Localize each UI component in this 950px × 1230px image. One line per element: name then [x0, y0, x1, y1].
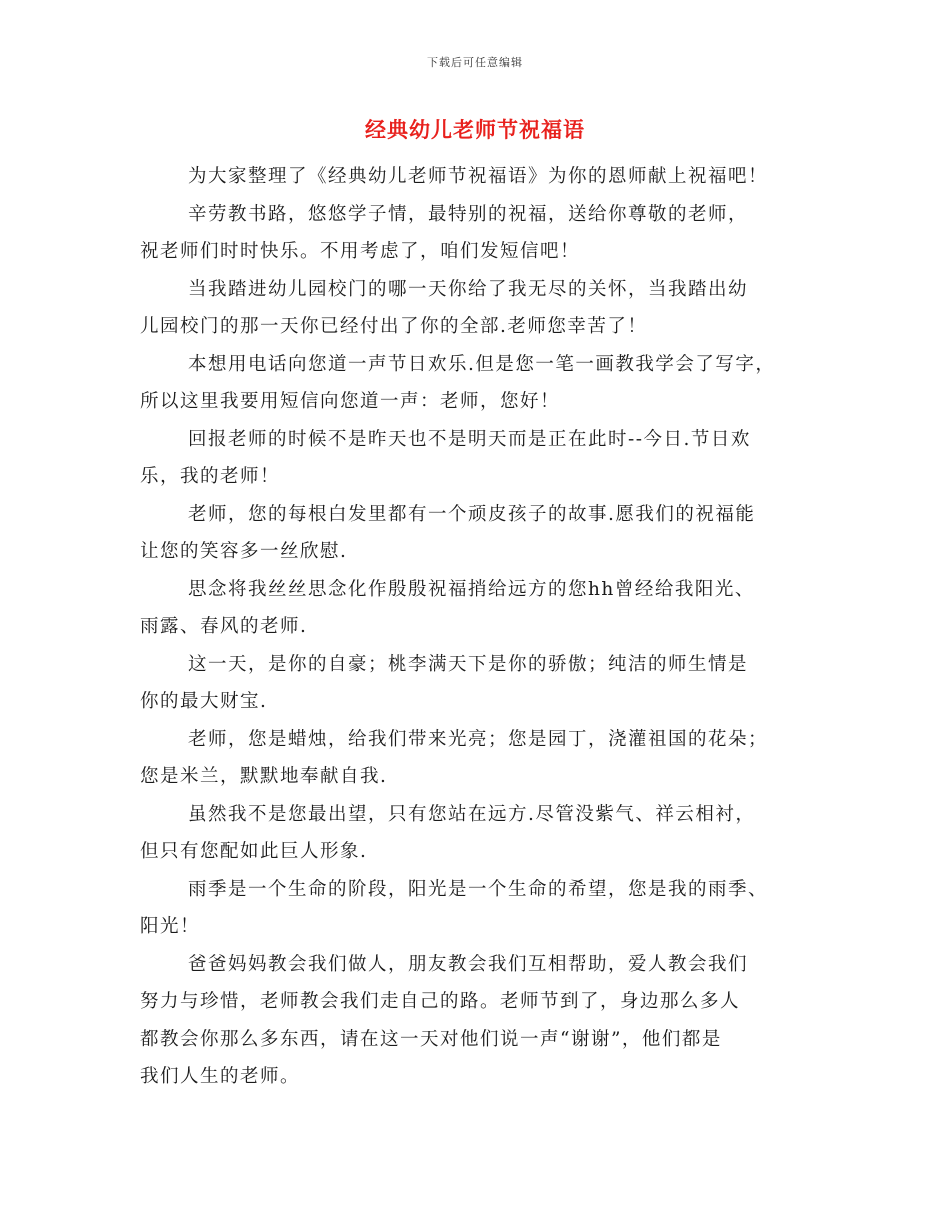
paragraph-line: 祝老师们时时快乐。不用考虑了，咱们发短信吧！	[140, 241, 581, 262]
paragraph-line: 努力与珍惜，老师教会我们走自己的路。老师节到了，身边那么多人	[140, 991, 741, 1012]
paragraph	[140, 346, 830, 421]
paragraph	[140, 271, 830, 346]
paragraph-line: 雨季是一个生命的阶段，阳光是一个生命的希望，您是我的雨季、	[188, 878, 769, 900]
paragraph-line: 让您的笑容多一丝欣慰.	[140, 541, 348, 562]
paragraph-line: 思念将我丝丝思念化作殷殷祝福捎给远方的您hh曾经给我阳光、	[188, 578, 755, 600]
paragraph-line: 辛劳教书路，悠悠学子情，最特别的祝福，送给你尊敬的老师，	[188, 203, 749, 225]
paragraph-line: 雨露、春风的老师.	[140, 616, 308, 637]
paragraph-line: 本想用电话向您道一声节日欢乐.但是您一笔一画教我学会了写字，	[188, 353, 776, 375]
paragraph	[140, 646, 830, 721]
paragraph	[140, 421, 830, 496]
paragraph	[140, 496, 830, 571]
paragraph	[140, 571, 830, 646]
document-body	[140, 158, 830, 1096]
paragraph-line: 老师，您是蜡烛，给我们带来光亮；您是园丁，浇灌祖国的花朵；	[188, 728, 769, 750]
document-title: 经典幼儿老师节祝福语	[365, 117, 585, 142]
paragraph-line: 这一天，是你的自豪；桃李满天下是你的骄傲；纯洁的师生情是	[188, 653, 749, 675]
paragraph-line: 阳光！	[140, 916, 201, 937]
paragraph-line: 乐，我的老师！	[140, 466, 281, 487]
paragraph-line: 你的最大财宝.	[140, 691, 268, 712]
paragraph	[140, 721, 830, 796]
paragraph-line: 都教会你那么多东西，请在这一天对他们说一声“谢谢”，他们都是	[140, 1028, 722, 1050]
paragraph-line: 所以这里我要用短信向您道一声：老师，您好！	[140, 391, 561, 412]
paragraph	[140, 196, 830, 271]
paragraph-line: 爸爸妈妈教会我们做人，朋友教会我们互相帮助，爱人教会我们	[188, 953, 749, 975]
paragraph-line: 回报老师的时候不是昨天也不是明天而是正在此时--今日.节日欢	[188, 428, 751, 450]
paragraph-line: 儿园校门的那一天你已经付出了你的全部.老师您幸苦了！	[140, 316, 648, 337]
paragraph	[140, 158, 830, 196]
paragraph-line: 但只有您配如此巨人形象.	[140, 841, 368, 862]
paragraph-line: 您是米兰，默默地奉献自我.	[140, 766, 388, 787]
paragraph	[140, 946, 830, 1096]
paragraph-line: 老师，您的每根白发里都有一个顽皮孩子的故事.愿我们的祝福能	[188, 503, 756, 525]
paragraph	[140, 871, 830, 946]
paragraph-line: 虽然我不是您最出望，只有您站在远方.尽管没紫气、祥云相衬，	[188, 803, 756, 825]
paragraph-line: 我们人生的老师。	[140, 1066, 301, 1087]
page-header-note: 下载后可任意编辑	[427, 56, 523, 69]
paragraph-line: 为大家整理了《经典幼儿老师节祝福语》为你的恩师献上祝福吧！	[188, 166, 769, 187]
paragraph-line: 当我踏进幼儿园校门的哪一天你给了我无尽的关怀，当我踏出幼	[188, 278, 749, 300]
paragraph	[140, 796, 830, 871]
